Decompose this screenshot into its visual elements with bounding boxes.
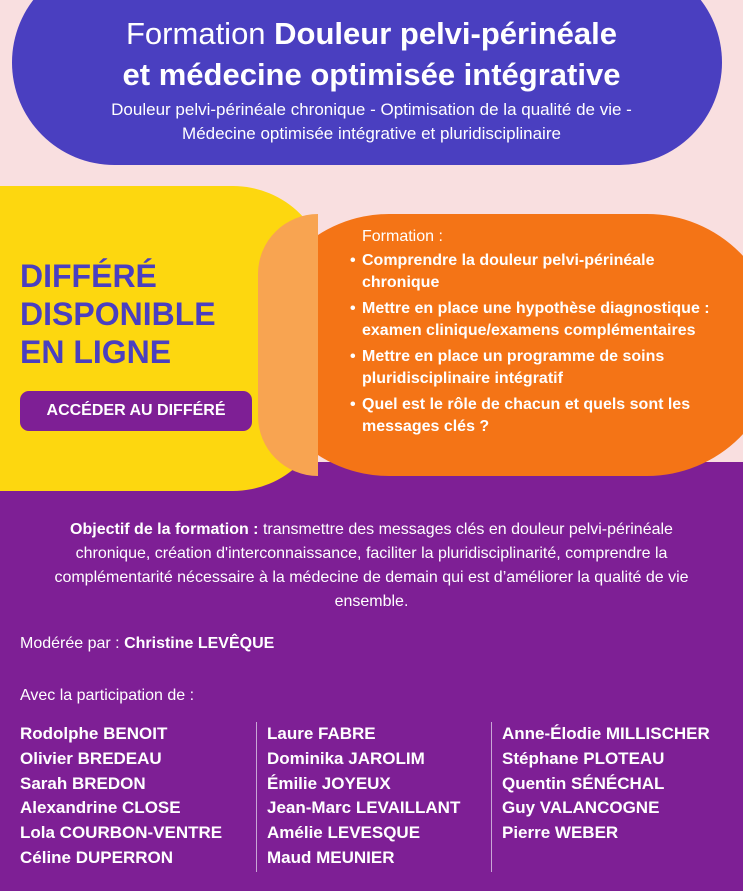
access-replay-button[interactable]: ACCÉDER AU DIFFÉRÉ: [20, 391, 252, 431]
formation-bullet-list: [350, 250, 720, 442]
participants-column-2: [267, 722, 460, 871]
headline-line-1: DIFFÉRÉ: [20, 258, 157, 294]
participant-name: Rodolphe BENOIT: [20, 724, 168, 743]
participant-name: Laure FABRE: [267, 724, 376, 743]
formation-bullet: • Mettre en place une hypothèse diagnostique : examen clinique/examens complémentaires: [350, 298, 720, 342]
formation-label: Formation :: [362, 228, 443, 245]
page-subtitle: [0, 98, 743, 146]
participant-name: Maud MEUNIER: [267, 847, 395, 867]
title-prefix: Formation: [126, 16, 275, 51]
moderator-name: Christine LEVÊQUE: [124, 635, 275, 652]
participant-name: Céline DUPERRON: [20, 847, 174, 867]
replay-headline: [20, 257, 290, 371]
title-line-1: Douleur pelvi-périnéale: [274, 16, 617, 51]
participant-name: Sarah BREDON: [20, 773, 146, 793]
participant-name: Guy VALANCOGNE: [502, 798, 660, 818]
participants-label: Avec la participation de :: [20, 687, 195, 704]
subtitle-line-1: Douleur pelvi-périnéale chronique - Optimisation de la qualité de vie -: [111, 100, 632, 119]
objective-text: transmettre des messages clés en douleur pelvi-périnéale chronique, création d'interconnaissance, faciliter la pluridisciplinarité, comprendre la complémentarité nécessaire à la médecine de demain qui est d’améliorer la qualité de vie ensemble.: [54, 521, 689, 610]
page-title: [0, 13, 743, 95]
headline-line-3: EN LIGNE: [20, 334, 172, 370]
participant-name: Anne-Élodie MILLISCHER: [502, 724, 710, 743]
participant-name: Amélie LEVESQUE: [267, 823, 421, 843]
participants-column-3: [502, 722, 710, 846]
participant-name: Stéphane PLOTEAU: [502, 748, 665, 768]
moderation-label: Modérée par :: [20, 635, 125, 652]
moderation-line: [20, 633, 274, 655]
headline-line-2: DISPONIBLE: [20, 296, 216, 332]
participant-name: Quentin SÉNÉCHAL: [502, 773, 665, 793]
objective-label: Objectif de la formation :: [70, 521, 259, 538]
participant-name: Olivier BREDEAU: [20, 748, 162, 768]
participant-name: Alexandrine CLOSE: [20, 798, 181, 818]
formation-bullet: • Comprendre la douleur pelvi-périnéale chronique: [350, 250, 720, 294]
participant-name: Émilie JOYEUX: [267, 773, 391, 793]
column-divider: [491, 722, 492, 872]
participant-name: Jean-Marc LEVAILLANT: [267, 798, 461, 818]
column-divider: [256, 722, 257, 872]
participant-name: Lola COURBON-VENTRE: [20, 823, 223, 843]
participant-name: Dominika JAROLIM: [267, 748, 425, 768]
formation-bullet: • Mettre en place un programme de soins pluridisciplinaire intégratif: [350, 346, 720, 390]
title-line-2: et médecine optimisée intégrative: [122, 57, 621, 92]
participant-name: Pierre WEBER: [502, 823, 619, 843]
participants-column-1: [20, 722, 222, 871]
objective-paragraph: [40, 518, 703, 614]
subtitle-line-2: Médecine optimisée intégrative et pluridisciplinaire: [182, 124, 561, 143]
formation-bullet: • Quel est le rôle de chacun et quels sont les messages clés ?: [350, 394, 720, 438]
